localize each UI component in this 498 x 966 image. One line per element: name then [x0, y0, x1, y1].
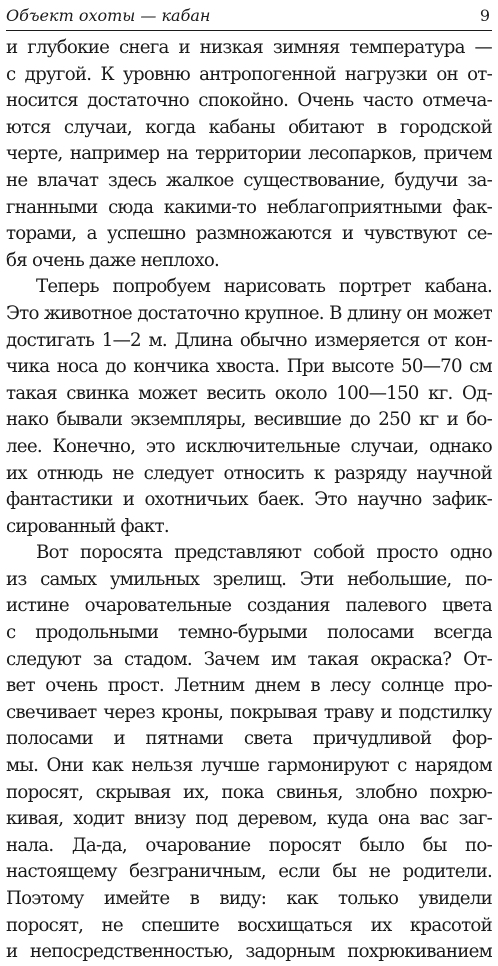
text-line: чика носа до кончика хвоста. При высоте 50—70 см: [6, 356, 492, 378]
running-head: [6, 4, 492, 28]
text-line: торами, а успешно размножаются и чувствуют се-: [6, 223, 492, 245]
text-line: свечивает через кроны, покрывая траву и подстилку: [6, 701, 492, 723]
text-line: истине очаровательные создания палевого цвета: [6, 595, 492, 617]
text-line: не влачат здесь жалкое существование, будучи за-: [6, 169, 492, 191]
text-line: сированный факт.: [6, 515, 169, 537]
text-line: поросят, скрывая их, пока свинья, злобно похрю-: [6, 781, 492, 803]
text-line: и глубокие снега и низкая зимняя температура —: [6, 37, 492, 58]
text-line: из самых умильных зрелищ. Эти небольшие, по-: [6, 568, 492, 590]
text-line: Поэтому имейте в виду: как только увидели: [6, 888, 492, 909]
text-line: с продольными темно-бурыми полосами всегда: [6, 622, 492, 644]
text-line: фантастики и охотничьих баек. Это научно зафик-: [6, 489, 492, 511]
text-line: Вот поросята представляют собой просто одно: [36, 542, 492, 564]
text-line: вет очень прост. Летним днем в лесу солнце про-: [6, 675, 492, 697]
paragraph: [6, 540, 492, 966]
text-line: следуют за стадом. Зачем им такая окраска? От-: [6, 648, 492, 670]
paragraph: [6, 274, 492, 540]
text-line: настоящему безграничным, если бы не родители.: [6, 861, 492, 883]
paragraph: [6, 35, 492, 274]
header-rule: [6, 30, 492, 31]
text-line: Это животное достаточно крупное. В длину он может: [6, 302, 492, 324]
text-line: и непосредственностью, задорным похрюкиванием: [6, 941, 492, 963]
text-line: Теперь попробуем нарисовать портрет кабана.: [36, 276, 492, 298]
text-line: кивая, ходит внизу под деревом, куда она вас заг-: [6, 808, 492, 830]
text-line: черте, например на территории лесопарков, причем: [6, 143, 492, 165]
text-line: поросят, не спешите восхищаться их красотой: [6, 914, 492, 936]
page-number: 9: [479, 6, 490, 25]
text-line: полосами и пятнами света причудливой фор-: [6, 728, 492, 750]
body-text: [6, 35, 492, 966]
text-line: нако бывали экземпляры, весившие до 250 кг и бо-: [6, 409, 492, 431]
text-line: достигать 1—2 м. Длина обычно измеряется от кон-: [6, 329, 492, 351]
text-line: ются случаи, когда кабаны обитают в городской: [6, 116, 492, 138]
text-line: нала. Да-да, очарование поросят было бы по-: [6, 834, 492, 856]
text-line: лее. Конечно, это исключительные случаи, однако: [6, 435, 492, 457]
text-line: носится достаточно спокойно. Очень часто отмеча-: [6, 90, 492, 112]
text-line: мы. Они как нельзя лучше гармонируют с нарядом: [6, 755, 492, 777]
text-line: бя очень даже неплохо.: [6, 249, 220, 271]
text-line: гнанными сюда какими-то неблагоприятными фак-: [6, 196, 492, 218]
text-line: такая свинка может весить около 100—150 кг. Од-: [6, 382, 492, 404]
text-line: с другой. К уровню антропогенной нагрузки он от-: [6, 63, 492, 85]
text-line: их отнюдь не следует относить к разряду научной: [6, 462, 492, 484]
running-title: Объект охоты — кабан: [6, 6, 211, 25]
